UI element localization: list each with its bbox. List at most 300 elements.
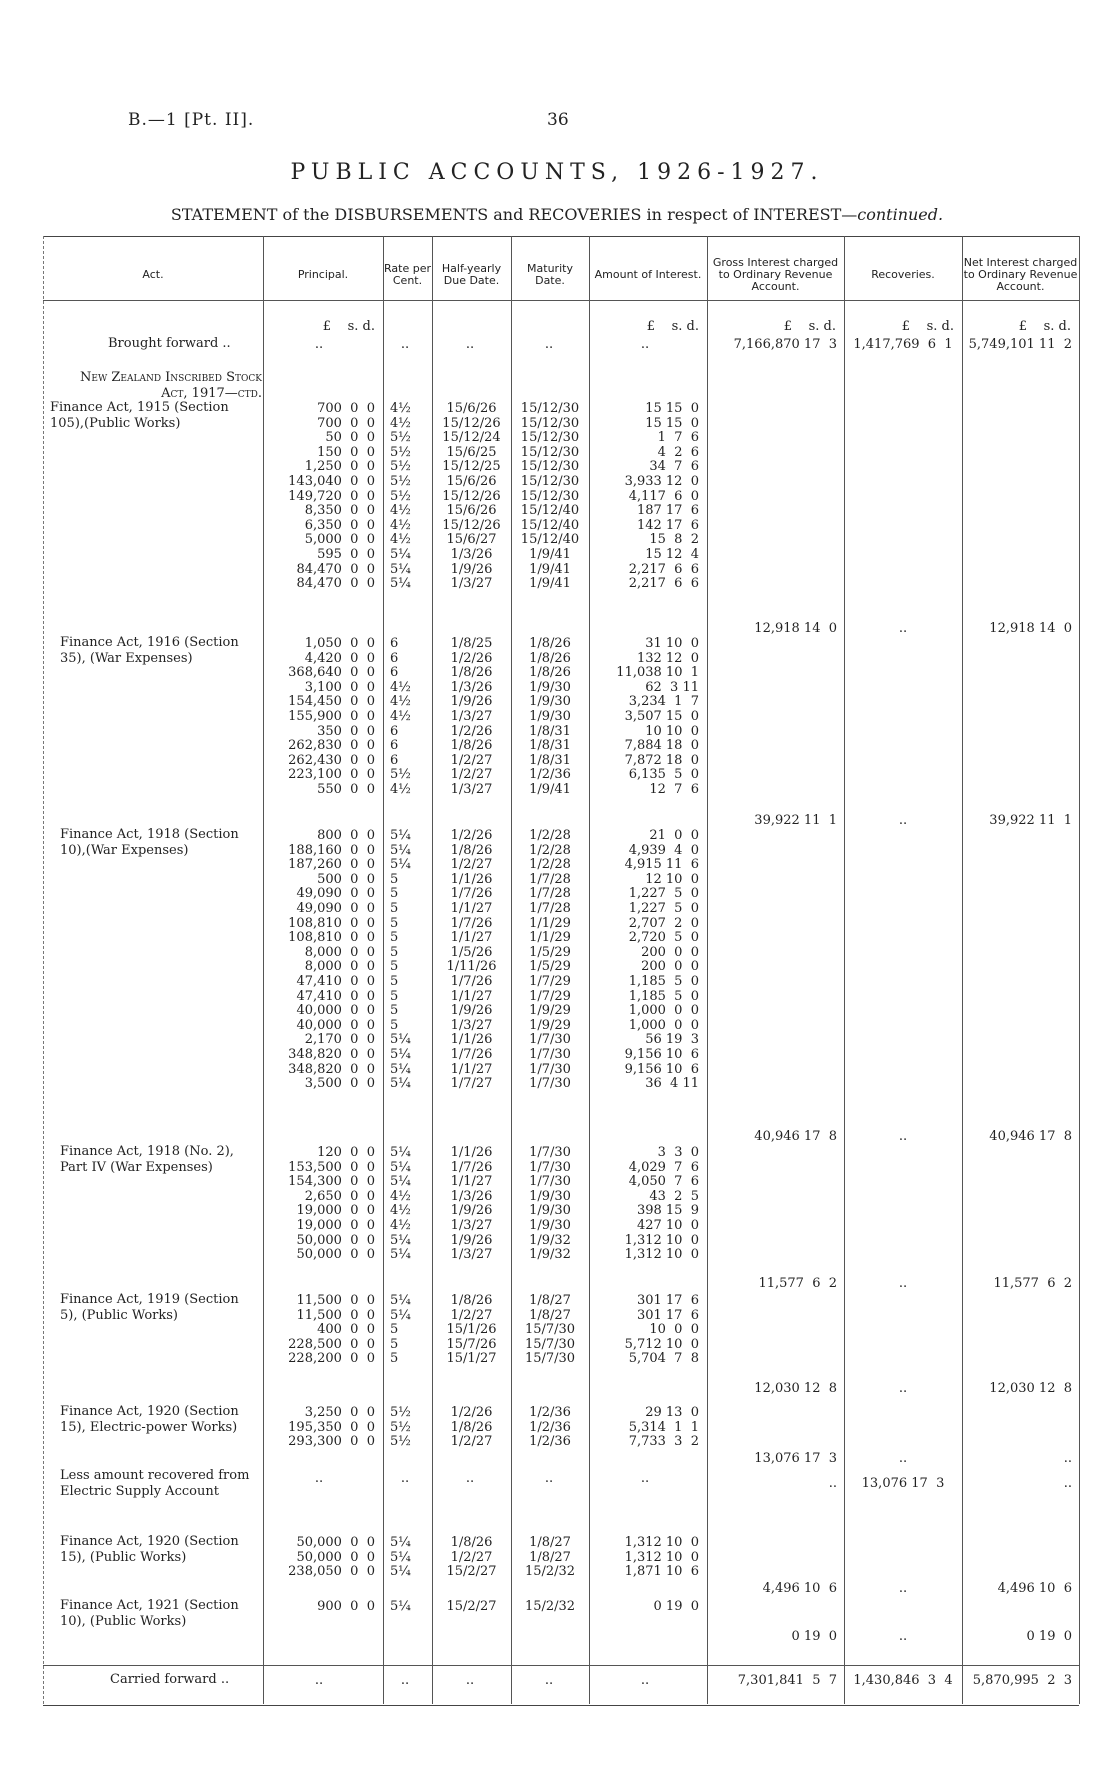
interest-amount-cell: 10 10 0 <box>645 724 699 739</box>
maturity-date-cell: 1/7/30 <box>529 1174 571 1189</box>
rate-cell: 5 <box>390 945 399 960</box>
rate-cell: 4½ <box>390 694 411 709</box>
interest-amount-cell: 2,720 5 0 <box>628 930 699 945</box>
principal-cell: 47,410 0 0 <box>296 989 375 1004</box>
maturity-date-cell: 1/7/29 <box>529 974 571 989</box>
column-header: Act. <box>142 268 164 281</box>
rate-cell: 4½ <box>390 401 411 416</box>
interest-amount-cell: 6,135 5 0 <box>628 767 699 782</box>
interest-amount-cell: 1,312 10 0 <box>624 1247 699 1262</box>
half-yearly-date-cell: 15/6/26 <box>446 474 497 489</box>
interest-amount-cell: 427 10 0 <box>636 1218 699 1233</box>
half-yearly-date-cell: 15/6/27 <box>446 532 497 547</box>
column-header: Gross Interest charged to Ordinary Revenue Account. <box>712 256 839 293</box>
act-name: Less amount recovered from Electric Supply Account <box>60 1468 250 1499</box>
maturity-date-cell: 15/12/30 <box>520 489 580 504</box>
principal-cell: 348,820 0 0 <box>288 1062 375 1077</box>
rate-cell: 5¼ <box>390 1076 411 1091</box>
principal-cell: 49,090 0 0 <box>296 886 375 901</box>
maturity-date-cell: 1/9/30 <box>529 709 571 724</box>
maturity-date-cell: 1/7/30 <box>529 1032 571 1047</box>
principal-cell: 50,000 0 0 <box>296 1550 375 1565</box>
principal-cell: 700 0 0 <box>317 416 375 431</box>
interest-amount-cell: 1,000 0 0 <box>628 1003 699 1018</box>
principal-cell: 1,250 0 0 <box>304 459 375 474</box>
principal-cell: 11,500 0 0 <box>296 1293 375 1308</box>
gross-interest-cell: 39,922 11 1 <box>754 813 837 828</box>
page-reference: B.—1 [Pt. II]. <box>128 110 255 130</box>
act-heading: New Zealand Inscribed Stock Act, 1917—ctd. <box>80 370 262 401</box>
half-yearly-date-cell: 1/9/26 <box>450 1203 493 1218</box>
principal-cell: 195,350 0 0 <box>288 1420 375 1435</box>
maturity-date-cell: 1/9/30 <box>529 1203 571 1218</box>
principal-cell: 149,720 0 0 <box>288 489 375 504</box>
maturity-date-cell: 1/7/29 <box>529 989 571 1004</box>
net-interest-cell: 5,749,101 11 2 <box>968 337 1072 352</box>
interest-amount-cell: 142 17 6 <box>636 518 699 533</box>
half-yearly-date-cell: 1/8/26 <box>450 738 493 753</box>
column-rule <box>383 236 384 1704</box>
interest-amount-cell: 1,312 10 0 <box>624 1233 699 1248</box>
maturity-date-cell: 1/2/28 <box>529 857 571 872</box>
maturity-date-cell: 1/5/29 <box>529 945 571 960</box>
half-yearly-date-cell: 1/8/25 <box>450 636 493 651</box>
maturity-date-cell: 1/8/27 <box>529 1308 571 1323</box>
interest-amount-cell: 2,217 6 6 <box>628 562 699 577</box>
half-yearly-date-cell: 1/1/27 <box>450 1062 493 1077</box>
principal-cell: 50,000 0 0 <box>296 1247 375 1262</box>
half-yearly-dots: .. <box>465 337 475 352</box>
half-yearly-date-cell: 15/12/24 <box>442 430 501 445</box>
maturity-date-cell: 15/7/30 <box>524 1322 576 1337</box>
carried-dots: .. <box>465 1673 475 1688</box>
interest-amount-cell: 10 0 0 <box>649 1322 699 1337</box>
rate-cell: 5 <box>390 959 399 974</box>
interest-amount-cell: 56 19 3 <box>645 1032 699 1047</box>
half-yearly-date-cell: 15/1/26 <box>446 1322 497 1337</box>
half-yearly-date-cell: 1/2/27 <box>450 1308 493 1323</box>
interest-amount-cell: 12 10 0 <box>645 872 699 887</box>
maturity-date-cell: 15/12/40 <box>520 532 580 547</box>
interest-amount-cell: 398 15 9 <box>636 1203 699 1218</box>
principal-cell: 293,300 0 0 <box>288 1434 375 1449</box>
rate-cell: 5¼ <box>390 1247 411 1262</box>
interest-amount-cell: 29 13 0 <box>645 1405 699 1420</box>
rate-cell: 5½ <box>390 767 411 782</box>
act-name: Finance Act, 1918 (No. 2), Part IV (War Expenses) <box>60 1144 234 1175</box>
rate-cell: 5 <box>390 1018 399 1033</box>
recoveries-cell: .. <box>898 1629 908 1644</box>
principal-cell: 5,000 0 0 <box>304 532 375 547</box>
maturity-date-cell: 1/7/30 <box>529 1047 571 1062</box>
principal-cell: 50 0 0 <box>325 430 375 445</box>
rate-cell: 6 <box>390 665 399 680</box>
principal-cell: 50,000 0 0 <box>296 1535 375 1550</box>
interest-amount-cell: 43 2 5 <box>649 1189 699 1204</box>
gross-interest-cell: 0 19 0 <box>791 1629 837 1644</box>
half-yearly-date-cell: 1/3/27 <box>450 1218 493 1233</box>
principal-cell: 3,500 0 0 <box>304 1076 375 1091</box>
rate-cell: 6 <box>390 753 399 768</box>
half-yearly-date-cell: 1/3/26 <box>450 547 493 562</box>
recoveries-cell: .. <box>898 1451 908 1466</box>
act-name: Finance Act, 1916 (Section 35), (War Expenses) <box>60 635 239 666</box>
currency-unit: £ s. d. <box>783 319 836 334</box>
net-interest-cell: 12,918 14 0 <box>989 621 1072 636</box>
half-yearly-date-cell: 1/11/26 <box>446 959 497 974</box>
carried-dots: .. <box>640 1673 650 1688</box>
maturity-date-cell: 15/2/32 <box>524 1564 576 1579</box>
recoveries-cell: 1,430,846 3 4 <box>853 1673 953 1688</box>
principal-cell: 19,000 0 0 <box>296 1203 375 1218</box>
currency-unit: £ s. d. <box>322 319 375 334</box>
rate-cell: 5¼ <box>390 547 411 562</box>
interest-amount-cell: 15 15 0 <box>645 416 699 431</box>
interest-amount-cell: 1,185 5 0 <box>628 974 699 989</box>
interest-amount-cell: 9,156 10 6 <box>624 1047 699 1062</box>
maturity-date-cell: 1/2/36 <box>529 1405 571 1420</box>
interest-amount-cell: 132 12 0 <box>636 651 699 666</box>
maturity-date-cell: 1/8/26 <box>529 665 571 680</box>
principal-cell: 150 0 0 <box>317 445 375 460</box>
maturity-date-cell: 1/2/28 <box>529 828 571 843</box>
half-yearly-date-cell: 15/6/26 <box>446 503 497 518</box>
carried-dots: .. <box>400 1673 410 1688</box>
statement-heading <box>0 205 1114 224</box>
principal-cell: 2,170 0 0 <box>304 1032 375 1047</box>
recoveries-cell: 13,076 17 3 <box>861 1476 945 1491</box>
principal-cell: 1,050 0 0 <box>304 636 375 651</box>
half-yearly-date-cell: 1/8/26 <box>450 843 493 858</box>
maturity-date-cell: 15/12/30 <box>520 401 580 416</box>
rate-cell: 5 <box>390 1322 399 1337</box>
recoveries-cell: .. <box>898 621 908 636</box>
rate-cell: 5½ <box>390 1434 411 1449</box>
column-header: Half-yearly Due Date. <box>441 262 502 287</box>
interest-amount-cell: 3,507 15 0 <box>624 709 699 724</box>
rate-dots: .. <box>400 337 410 352</box>
rate-cell: 5¼ <box>390 1535 411 1550</box>
footer-rule <box>43 1665 1079 1666</box>
principal-cell: 500 0 0 <box>317 872 375 887</box>
empty-dots: .. <box>465 1471 475 1486</box>
principal-cell: 348,820 0 0 <box>288 1047 375 1062</box>
half-yearly-date-cell: 1/7/26 <box>450 886 493 901</box>
principal-cell: 49,090 0 0 <box>296 901 375 916</box>
interest-amount-cell: 5,704 7 8 <box>628 1351 699 1366</box>
half-yearly-date-cell: 1/3/27 <box>450 1018 493 1033</box>
maturity-date-cell: 1/8/27 <box>529 1535 571 1550</box>
net-interest-cell: 4,496 10 6 <box>997 1581 1072 1596</box>
maturity-date-cell: 1/9/41 <box>529 547 571 562</box>
column-header: Principal. <box>297 268 349 281</box>
rate-cell: 4½ <box>390 416 411 431</box>
brought-forward-label: Brought forward .. <box>108 336 231 351</box>
principal-cell: 50,000 0 0 <box>296 1233 375 1248</box>
maturity-date-cell: 1/2/36 <box>529 1434 571 1449</box>
maturity-date-cell: 1/5/29 <box>529 959 571 974</box>
rate-cell: 4½ <box>390 518 411 533</box>
principal-cell: 143,040 0 0 <box>288 474 375 489</box>
half-yearly-date-cell: 1/7/26 <box>450 1160 493 1175</box>
half-yearly-date-cell: 15/1/27 <box>446 1351 497 1366</box>
interest-amount-cell: 4,915 11 6 <box>624 857 699 872</box>
interest-amount-cell: 9,156 10 6 <box>624 1062 699 1077</box>
carried-dots: .. <box>544 1673 554 1688</box>
column-header: Amount of Interest. <box>594 268 702 281</box>
half-yearly-date-cell: 1/3/27 <box>450 709 493 724</box>
rate-cell: 5 <box>390 930 399 945</box>
act-name: Finance Act, 1918 (Section 10),(War Expenses) <box>60 827 239 858</box>
interest-amount-cell: 4,029 7 6 <box>628 1160 699 1175</box>
half-yearly-date-cell: 1/7/26 <box>450 974 493 989</box>
interest-amount-cell: 2,707 2 0 <box>628 916 699 931</box>
half-yearly-date-cell: 1/3/27 <box>450 576 493 591</box>
interest-amount-cell: 3 3 0 <box>657 1145 699 1160</box>
interest-amount-cell: 4,050 7 6 <box>628 1174 699 1189</box>
rate-cell: 5¼ <box>390 1032 411 1047</box>
interest-amount-cell: 1,227 5 0 <box>628 901 699 916</box>
principal-cell: 19,000 0 0 <box>296 1218 375 1233</box>
act-name: Finance Act, 1915 (Section 105),(Public Works) <box>50 400 229 431</box>
currency-unit: £ s. d. <box>1018 319 1071 334</box>
maturity-date-cell: 1/9/29 <box>529 1003 571 1018</box>
half-yearly-date-cell: 1/8/26 <box>450 1293 493 1308</box>
rate-cell: 5¼ <box>390 1047 411 1062</box>
principal-cell: 262,430 0 0 <box>288 753 375 768</box>
rate-cell: 5¼ <box>390 843 411 858</box>
half-yearly-date-cell: 1/7/26 <box>450 1047 493 1062</box>
interest-amount-cell: 1,312 10 0 <box>624 1535 699 1550</box>
recoveries-cell: .. <box>898 1581 908 1596</box>
maturity-date-cell: 15/12/30 <box>520 445 580 460</box>
interest-amount-cell: 15 12 4 <box>645 547 699 562</box>
principal-cell: 84,470 0 0 <box>296 562 375 577</box>
interest-amount-cell: 7,884 18 0 <box>624 738 699 753</box>
principal-cell: 262,830 0 0 <box>288 738 375 753</box>
maturity-date-cell: 1/7/28 <box>529 901 571 916</box>
rate-cell: 4½ <box>390 503 411 518</box>
principal-cell: 700 0 0 <box>317 401 375 416</box>
interest-amount-cell: 187 17 6 <box>636 503 699 518</box>
principal-cell: 800 0 0 <box>317 828 375 843</box>
half-yearly-date-cell: 15/12/25 <box>442 459 501 474</box>
gross-interest-cell: 13,076 17 3 <box>754 1451 837 1466</box>
maturity-date-cell: 1/9/32 <box>529 1247 571 1262</box>
act-name: Finance Act, 1919 (Section 5), (Public Works) <box>60 1292 239 1323</box>
maturity-date-cell: 1/9/32 <box>529 1233 571 1248</box>
half-yearly-date-cell: 1/8/26 <box>450 1420 493 1435</box>
principal-cell: 188,160 0 0 <box>288 843 375 858</box>
maturity-date-cell: 15/7/30 <box>524 1337 576 1352</box>
recoveries-cell: .. <box>898 1276 908 1291</box>
interest-amount-cell: 21 0 0 <box>649 828 699 843</box>
interest-amount-cell: 7,733 3 2 <box>628 1434 699 1449</box>
interest-amount-cell: 15 8 2 <box>649 532 699 547</box>
principal-cell: 8,350 0 0 <box>304 503 375 518</box>
maturity-date-cell: 1/8/31 <box>529 753 571 768</box>
principal-cell: 4,420 0 0 <box>304 651 375 666</box>
maturity-date-cell: 1/8/31 <box>529 724 571 739</box>
recoveries-cell: 1,417,769 6 1 <box>853 337 953 352</box>
rate-cell: 5¼ <box>390 1160 411 1175</box>
maturity-date-cell: 1/7/30 <box>529 1160 571 1175</box>
principal-cell: 40,000 0 0 <box>296 1003 375 1018</box>
rate-cell: 5 <box>390 1351 399 1366</box>
maturity-date-cell: 1/9/41 <box>529 576 571 591</box>
gross-interest-cell: 11,577 6 2 <box>758 1276 837 1291</box>
half-yearly-date-cell: 1/2/27 <box>450 767 493 782</box>
interest-amount-cell: 31 10 0 <box>645 636 699 651</box>
currency-unit: £ s. d. <box>646 319 699 334</box>
principal-cell: 3,250 0 0 <box>304 1405 375 1420</box>
rate-cell: 5½ <box>390 1420 411 1435</box>
interest-amount-cell: 11,038 10 1 <box>616 665 699 680</box>
column-header: Rate per Cent. <box>384 262 431 287</box>
rate-cell: 5½ <box>390 430 411 445</box>
interest-amount-cell: 62 3 11 <box>645 680 699 695</box>
recoveries-cell: .. <box>898 1381 908 1396</box>
rate-cell: 5¼ <box>390 562 411 577</box>
rate-cell: 5¼ <box>390 1599 411 1614</box>
half-yearly-date-cell: 1/9/26 <box>450 1003 493 1018</box>
principal-cell: 154,300 0 0 <box>288 1174 375 1189</box>
page-number: 36 <box>547 110 569 130</box>
half-yearly-date-cell: 1/7/26 <box>450 916 493 931</box>
interest-amount-cell: 1 7 6 <box>657 430 699 445</box>
maturity-date-cell: 1/2/36 <box>529 767 571 782</box>
half-yearly-date-cell: 15/6/25 <box>446 445 497 460</box>
currency-unit: £ s. d. <box>901 319 954 334</box>
half-yearly-date-cell: 1/2/26 <box>450 651 493 666</box>
maturity-date-cell: 1/7/28 <box>529 872 571 887</box>
interest-amount-cell: 1,312 10 0 <box>624 1550 699 1565</box>
half-yearly-date-cell: 1/2/27 <box>450 857 493 872</box>
maturity-date-cell: 15/12/40 <box>520 518 580 533</box>
net-interest-cell: 0 19 0 <box>1026 1629 1072 1644</box>
interest-amount-cell: 3,933 12 0 <box>624 474 699 489</box>
rate-cell: 5½ <box>390 474 411 489</box>
net-interest-cell: 12,030 12 8 <box>989 1381 1072 1396</box>
rate-cell: 5¼ <box>390 1174 411 1189</box>
rate-cell: 4½ <box>390 1218 411 1233</box>
column-header: Net Interest charged to Ordinary Revenue Account. <box>963 256 1078 293</box>
table-left-rule <box>43 236 44 1704</box>
rate-cell: 6 <box>390 636 399 651</box>
principal-cell: 155,900 0 0 <box>288 709 375 724</box>
half-yearly-date-cell: 1/8/26 <box>450 1535 493 1550</box>
maturity-date-cell: 15/7/30 <box>524 1351 576 1366</box>
principal-cell: 2,650 0 0 <box>304 1189 375 1204</box>
rate-cell: 5½ <box>390 445 411 460</box>
gross-interest-cell: .. <box>828 1476 837 1491</box>
net-interest-cell: .. <box>1063 1451 1072 1466</box>
principal-dots: .. <box>314 337 324 352</box>
recoveries-cell: .. <box>898 813 908 828</box>
maturity-date-cell: 1/9/41 <box>529 562 571 577</box>
half-yearly-date-cell: 1/9/26 <box>450 1233 493 1248</box>
half-yearly-date-cell: 1/1/27 <box>450 930 493 945</box>
principal-cell: 108,810 0 0 <box>288 930 375 945</box>
empty-dots: .. <box>400 1471 410 1486</box>
rate-cell: 4½ <box>390 1189 411 1204</box>
maturity-date-cell: 1/8/27 <box>529 1293 571 1308</box>
principal-cell: 595 0 0 <box>317 547 375 562</box>
principal-cell: 153,500 0 0 <box>288 1160 375 1175</box>
half-yearly-date-cell: 1/3/26 <box>450 1189 493 1204</box>
rate-cell: 4½ <box>390 1203 411 1218</box>
maturity-date-cell: 1/2/28 <box>529 843 571 858</box>
maturity-date-cell: 15/12/30 <box>520 430 580 445</box>
rate-cell: 5¼ <box>390 1550 411 1565</box>
interest-amount-cell: 301 17 6 <box>636 1293 699 1308</box>
half-yearly-date-cell: 15/6/26 <box>446 401 497 416</box>
rate-cell: 5 <box>390 1337 399 1352</box>
maturity-date-cell: 1/7/30 <box>529 1062 571 1077</box>
half-yearly-date-cell: 1/9/26 <box>450 562 493 577</box>
half-yearly-date-cell: 15/7/26 <box>446 1337 497 1352</box>
interest-amount-cell: 1,185 5 0 <box>628 989 699 1004</box>
rate-cell: 5½ <box>390 1405 411 1420</box>
rate-cell: 4½ <box>390 782 411 797</box>
half-yearly-date-cell: 15/12/26 <box>442 416 501 431</box>
rate-cell: 6 <box>390 651 399 666</box>
half-yearly-date-cell: 1/1/27 <box>450 901 493 916</box>
rate-cell: 5¼ <box>390 1062 411 1077</box>
interest-amount-cell: 200 0 0 <box>641 945 699 960</box>
half-yearly-date-cell: 1/2/26 <box>450 724 493 739</box>
half-yearly-date-cell: 1/1/26 <box>450 872 493 887</box>
act-name <box>50 370 262 402</box>
interest-amount-cell: 4,117 6 0 <box>628 489 699 504</box>
rate-cell: 5¼ <box>390 1564 411 1579</box>
principal-cell: 108,810 0 0 <box>288 916 375 931</box>
principal-cell: 6,350 0 0 <box>304 518 375 533</box>
rate-cell: 6 <box>390 738 399 753</box>
interest-amount-cell: 4 2 6 <box>657 445 699 460</box>
rate-cell: 5½ <box>390 489 411 504</box>
maturity-date-cell: 1/7/28 <box>529 886 571 901</box>
maturity-date-cell: 1/7/30 <box>529 1145 571 1160</box>
net-interest-cell: 39,922 11 1 <box>989 813 1072 828</box>
act-name: Finance Act, 1920 (Section 15), Electric-power Works) <box>60 1404 239 1435</box>
half-yearly-date-cell: 1/5/26 <box>450 945 493 960</box>
rate-cell: 4½ <box>390 680 411 695</box>
half-yearly-date-cell: 15/12/26 <box>442 489 501 504</box>
maturity-date-cell: 1/9/30 <box>529 680 571 695</box>
rate-cell: 6 <box>390 724 399 739</box>
maturity-date-cell: 1/8/31 <box>529 738 571 753</box>
rate-cell: 5¼ <box>390 1293 411 1308</box>
principal-cell: 350 0 0 <box>317 724 375 739</box>
column-header: Recoveries. <box>871 268 935 281</box>
interest-amount-cell: 15 15 0 <box>645 401 699 416</box>
interest-amount-cell: 2,217 6 6 <box>628 576 699 591</box>
gross-interest-cell: 12,030 12 8 <box>754 1381 837 1396</box>
principal-cell: 223,100 0 0 <box>288 767 375 782</box>
gross-interest-cell: 40,946 17 8 <box>754 1129 837 1144</box>
maturity-date-cell: 1/1/29 <box>529 930 571 945</box>
half-yearly-date-cell: 1/1/26 <box>450 1032 493 1047</box>
principal-cell: 228,200 0 0 <box>288 1351 375 1366</box>
half-yearly-date-cell: 1/2/26 <box>450 1405 493 1420</box>
maturity-date-cell: 1/8/26 <box>529 636 571 651</box>
half-yearly-date-cell: 1/2/27 <box>450 1550 493 1565</box>
principal-cell: 238,050 0 0 <box>288 1564 375 1579</box>
maturity-date-cell: 1/1/29 <box>529 916 571 931</box>
principal-cell: 900 0 0 <box>317 1599 375 1614</box>
rate-cell: 5¼ <box>390 1308 411 1323</box>
